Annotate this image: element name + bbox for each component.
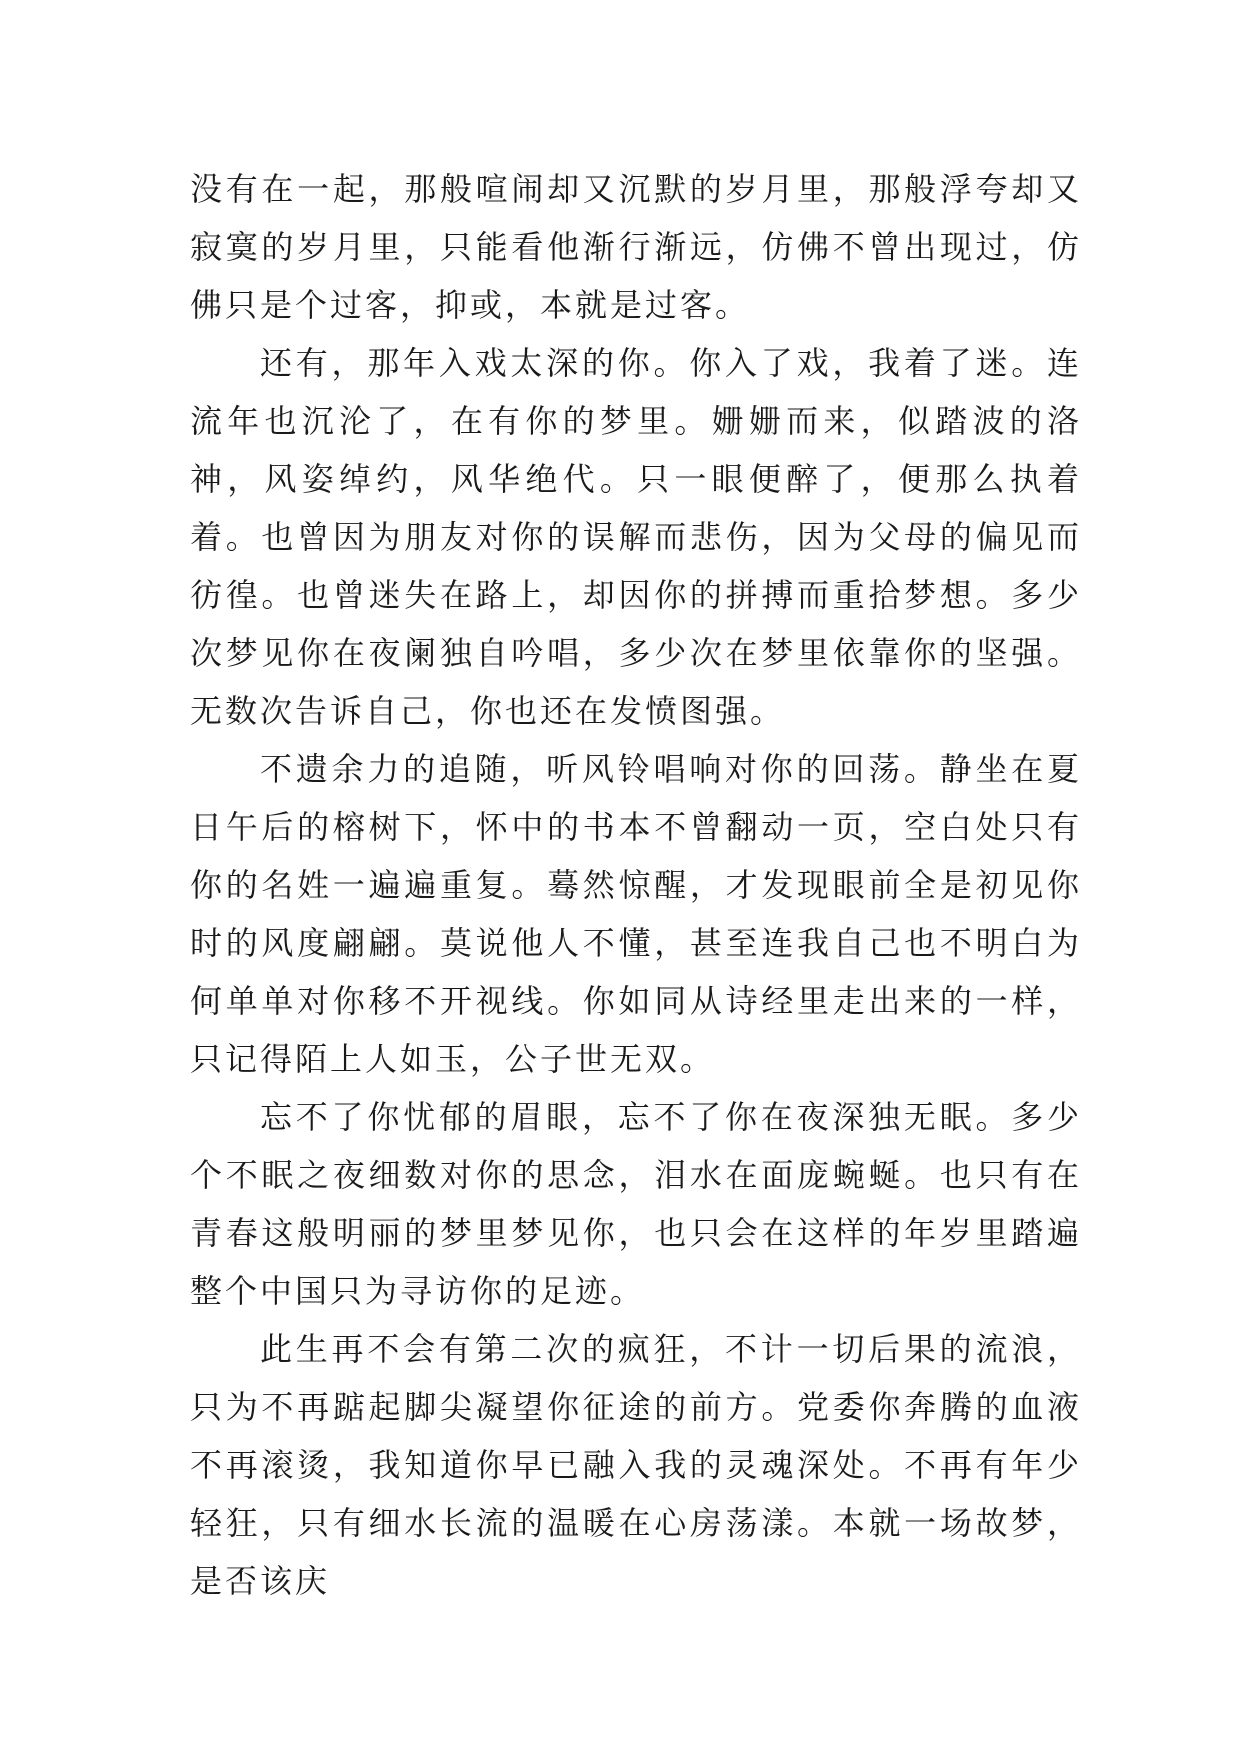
paragraph-1: 没有在一起，那般喧闹却又沉默的岁月里，那般浮夸却又寂寞的岁月里，只能看他渐行渐远，仿佛不曾出现过，仿佛只是个过客，抑或，本就是过客。 (190, 170, 1082, 324)
paragraph-4: 忘不了你忧郁的眉眼，忘不了你在夜深独无眠。多少个不眠之夜细数对你的思念，泪水在面庞蜿蜒。也只有在青春这般明丽的梦里梦见你，也只会在这样的年岁里踏遍整个中国只为寻访你的足迹。 (190, 1098, 1082, 1310)
document-body (190, 160, 1082, 1610)
paragraph-3: 不遗余力的追随，听风铃唱响对你的回荡。静坐在夏日午后的榕树下，怀中的书本不曾翻动一页，空白处只有你的名姓一遍遍重复。蓦然惊醒，才发现眼前全是初见你时的风度翩翩。莫说他人不懂，甚至连我自己也不明白为何单单对你移不开视线。你如同从诗经里走出来的一样，只记得陌上人如玉，公子世无双。 (190, 750, 1082, 1078)
paragraph-5: 此生再不会有第二次的疯狂，不计一切后果的流浪，只为不再踮起脚尖凝望你征途的前方。党委你奔腾的血液不再滚烫，我知道你早已融入我的灵魂深处。不再有年少轻狂，只有细水长流的温暖在心房荡漾。本就一场故梦，是否该庆 (190, 1330, 1082, 1600)
paragraph-2: 还有，那年入戏太深的你。你入了戏，我着了迷。连流年也沉沦了，在有你的梦里。姗姗而来，似踏波的洛神，风姿绰约，风华绝代。只一眼便醉了，便那么执着着。也曾因为朋友对你的误解而悲伤，因为父母的偏见而彷徨。也曾迷失在路上，却因你的拼搏而重拾梦想。多少次梦见你在夜阑独自吟唱，多少次在梦里依靠你的坚强。无数次告诉自己，你也还在发愤图强。 (190, 344, 1082, 730)
